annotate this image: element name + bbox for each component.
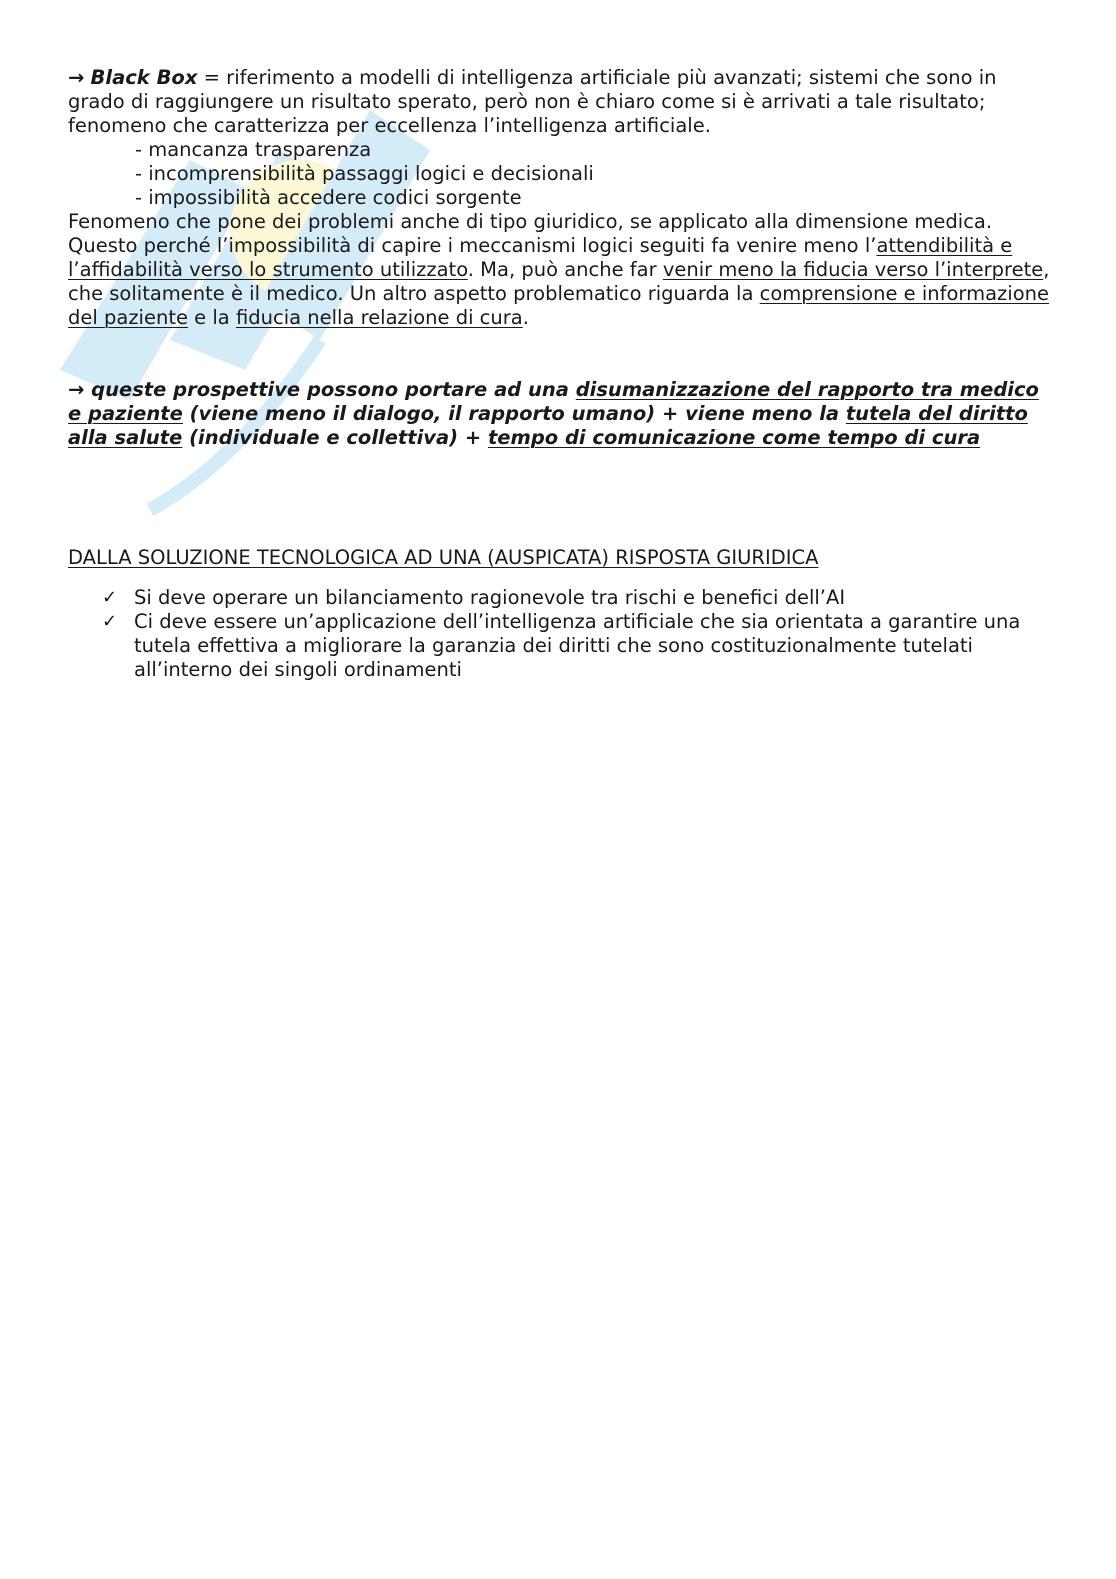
black-box-definition bbox=[68, 66, 1058, 138]
checklist-item bbox=[68, 586, 1058, 610]
conclusion-text: → queste prospettive possono portare ad una bbox=[68, 378, 576, 401]
conclusion-text: (viene meno il dialogo, il rapporto umano) + viene meno la bbox=[182, 402, 846, 425]
section-heading: DALLA SOLUZIONE TECNOLOGICA AD UNA (AUSPICATA) RISPOSTA GIURIDICA bbox=[68, 546, 819, 569]
check-icon: ✓ bbox=[102, 587, 118, 608]
spacer bbox=[68, 330, 1058, 378]
paragraph-text: . bbox=[522, 306, 529, 329]
checklist-item bbox=[68, 610, 1058, 682]
checklist-item-text: Si deve operare un bilanciamento ragionevole tra rischi e benefici dell’AI bbox=[134, 586, 846, 609]
list-item: - incomprensibilità passaggi logici e decisionali bbox=[135, 162, 594, 185]
equals-sign: = bbox=[197, 66, 227, 89]
underlined-phrase: tempo di comunicazione come tempo di cura bbox=[487, 426, 981, 449]
underlined-phrase: attendibilità e l’affidabilità verso lo strumento utilizzato bbox=[68, 234, 1013, 281]
underlined-phrase: venir meno la fiducia verso l’interprete bbox=[662, 258, 1044, 281]
check-icon: ✓ bbox=[102, 611, 118, 632]
underlined-phrase: tutela del diritto alla salute bbox=[68, 402, 1028, 449]
checklist bbox=[68, 586, 1058, 682]
paragraph-text: e la bbox=[187, 306, 236, 329]
document-page bbox=[68, 66, 1058, 682]
black-box-term: Black Box bbox=[90, 66, 198, 89]
paragraph-text: Fenomeno che pone dei problemi anche di tipo giuridico, se applicato alla dimensione medica. Questo perché l’impossibilità di capire i meccanismi logici seguiti fa venire meno l’ bbox=[68, 210, 993, 257]
conclusion-text: (individuale e collettiva) + bbox=[182, 426, 488, 449]
list-item: - mancanza trasparenza bbox=[135, 138, 372, 161]
black-box-definition-text: riferimento a modelli di intelligenza artificiale più avanzati; sistemi che sono in grado di raggiungere un risultato sperato, però non è chiaro come si è arrivati a tale risultato; fenomeno che caratterizza per eccellenza l’intelligenza artificiale. bbox=[68, 66, 997, 137]
spacer bbox=[68, 450, 1058, 546]
underlined-phrase: comprensione e informazione del paziente bbox=[68, 282, 1049, 329]
paragraph-text: , che solitamente è il medico. Un altro aspetto problematico riguarda la bbox=[68, 258, 1050, 305]
paragraph-text: . Ma, può anche far bbox=[467, 258, 663, 281]
black-box-list bbox=[68, 138, 1058, 210]
checklist-item-text: Ci deve essere un’applicazione dell’intelligenza artificiale che sia orientata a garantire una tutela effettiva a migliorare la garanzia dei diritti che sono costituzionalmente tutelati all’interno dei singoli ordinamenti bbox=[134, 610, 1021, 681]
conclusion-paragraph bbox=[68, 378, 1058, 450]
arrow-glyph: → bbox=[68, 66, 85, 89]
legal-problems-paragraph bbox=[68, 210, 1058, 330]
list-item: - impossibilità accedere codici sorgente bbox=[135, 186, 522, 209]
underlined-phrase: disumanizzazione del rapporto tra medico e paziente bbox=[68, 378, 1039, 425]
underlined-phrase: fiducia nella relazione di cura bbox=[235, 306, 523, 329]
